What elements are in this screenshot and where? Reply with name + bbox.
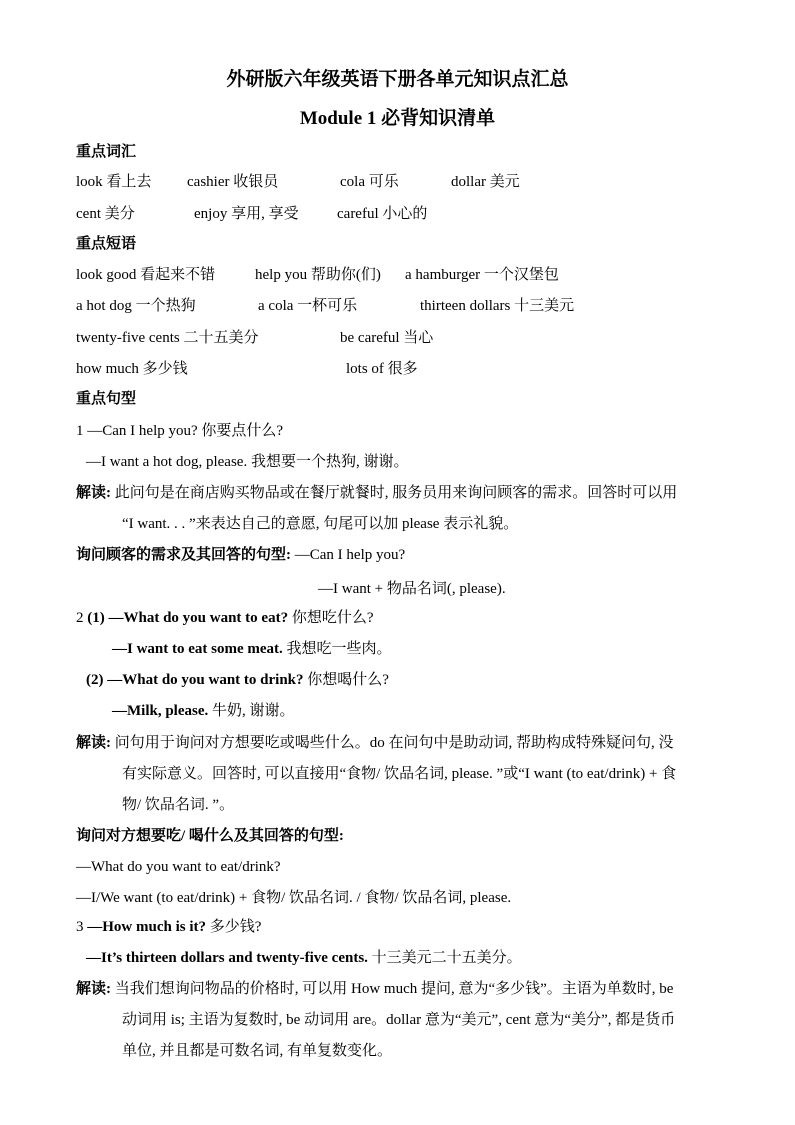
- sentence-number: 2: [76, 610, 88, 626]
- question-cn: 多少钱?: [206, 919, 262, 935]
- phrase-item: help you 帮助你(们): [255, 267, 381, 283]
- phrase-item: thirteen dollars 十三美元: [420, 298, 575, 314]
- question-text: —How much is it?: [87, 919, 207, 935]
- vocab-item: cola 可乐: [340, 174, 399, 190]
- sentence-number: 3: [76, 919, 88, 935]
- sentence-1-note-cont: “I want. . . ”来表达自己的意愿, 句尾可以加 please 表示礼貌。: [122, 516, 519, 532]
- phrase-item: a hot dog 一个热狗: [76, 298, 196, 314]
- answer-text: —It’s thirteen dollars and twenty-five cents.: [86, 950, 368, 966]
- answer-cn: 牛奶, 谢谢。: [208, 703, 295, 719]
- phrase-item: lots of 很多: [346, 361, 418, 377]
- question-text: (1) —What do you want to eat?: [87, 610, 289, 626]
- question-text: (2) —What do you want to drink?: [86, 672, 304, 688]
- vocab-heading: 重点词汇: [76, 144, 137, 160]
- vocab-item: dollar 美元: [451, 174, 520, 190]
- note-label: 解读:: [76, 981, 111, 997]
- sentence-1-answer: —I want a hot dog, please. 我想要一个热狗, 谢谢。: [86, 454, 409, 470]
- sentence-2-note-cont: 有实际意义。回答时, 可以直接用“食物/ 饮品名词, please. ”或“I want (to eat/drink) + 食: [122, 766, 677, 782]
- sentence-3-note-cont: 单位, 并且都是可数名词, 有单复数变化。: [122, 1043, 393, 1059]
- note-text: 此问句是在商店购买物品或在餐厅就餐时, 服务员用来询问顾客的需求。回答时可以用: [111, 485, 678, 501]
- sentence-2-note-cont: 物/ 饮品名词. ”。: [122, 797, 235, 813]
- note-label: 解读:: [76, 485, 111, 501]
- sentence-2-2-answer: [112, 701, 295, 721]
- sentence-3-question: [76, 917, 261, 937]
- vocab-item: look 看上去: [76, 174, 152, 190]
- phrase-item: be careful 当心: [340, 330, 434, 346]
- vocab-item: enjoy 享用, 享受: [194, 206, 299, 222]
- phrase-item: a hamburger 一个汉堡包: [405, 267, 559, 283]
- sentence-1-pattern-answer: —I want + 物品名词(, please).: [318, 581, 506, 597]
- sentence-2-note: [76, 733, 674, 753]
- sentence-2-pattern-label: 询问对方想要吃/ 喝什么及其回答的句型:: [76, 828, 344, 844]
- sentence-2-pattern-answer: —I/We want (to eat/drink) + 食物/ 饮品名词. / 食物/ 饮品名词, please.: [76, 890, 512, 906]
- vocab-item: cashier 收银员: [187, 174, 279, 190]
- sentence-3-note: [76, 979, 673, 999]
- question-cn: 你想喝什么?: [303, 672, 389, 688]
- pattern-label: 询问顾客的需求及其回答的句型:: [76, 547, 291, 563]
- sentence-3-answer: [86, 948, 522, 968]
- note-text: 当我们想询问物品的价格时, 可以用 How much 提问, 意为“多少钱”。主语为单数时, be: [111, 981, 674, 997]
- question-cn: 你想吃什么?: [288, 610, 374, 626]
- phrase-item: twenty-five cents 二十五美分: [76, 330, 259, 346]
- phrase-item: a cola 一杯可乐: [258, 298, 358, 314]
- phrases-heading: 重点短语: [76, 236, 137, 252]
- sentence-2-1-question: [76, 608, 374, 628]
- note-text: 问句用于询问对方想要吃或喝些什么。do 在问句中是助动词, 帮助构成特殊疑问句, 没: [111, 735, 674, 751]
- sentence-3-note-cont: 动词用 is; 主语为复数时, be 动词用 are。dollar 意为“美元”, cent 意为“美分”, 都是货币: [122, 1012, 676, 1028]
- sentence-1-note: [76, 483, 677, 503]
- sentence-2-1-answer: [112, 639, 392, 659]
- vocab-item: careful 小心的: [337, 206, 428, 222]
- document-title: 外研版六年级英语下册各单元知识点汇总: [226, 69, 569, 90]
- module-title: Module 1 必背知识清单: [299, 108, 496, 129]
- answer-cn: 十三美元二十五美分。: [367, 950, 522, 966]
- answer-cn: 我想吃一些肉。: [282, 641, 392, 657]
- phrase-item: how much 多少钱: [76, 361, 188, 377]
- answer-text: —I want to eat some meat.: [112, 641, 283, 657]
- note-label: 解读:: [76, 735, 111, 751]
- sentence-2-2-question: [86, 670, 389, 690]
- pattern-question: —Can I help you?: [291, 547, 406, 563]
- phrase-item: look good 看起来不错: [76, 267, 216, 283]
- sentence-2-pattern-question: —What do you want to eat/drink?: [76, 859, 281, 875]
- vocab-item: cent 美分: [76, 206, 135, 222]
- sentences-heading: 重点句型: [76, 391, 137, 407]
- answer-text: —Milk, please.: [112, 703, 209, 719]
- sentence-1-question: 1 —Can I help you? 你要点什么?: [76, 423, 284, 439]
- sentence-1-pattern: [76, 545, 405, 565]
